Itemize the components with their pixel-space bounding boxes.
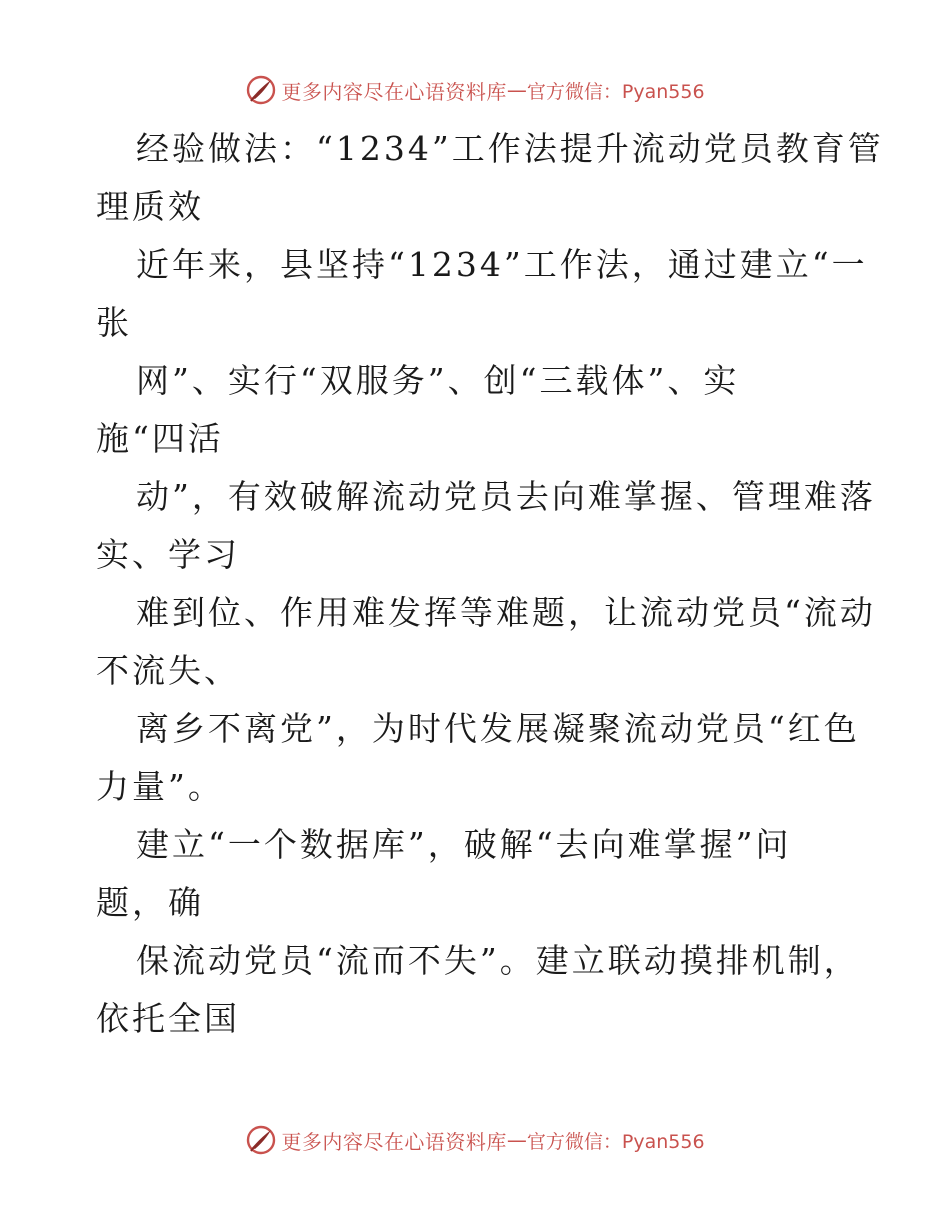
watermark-wechat: 官方微信：Pyan556 [526, 80, 705, 103]
watermark-separator: — [506, 1128, 527, 1152]
text-line: 保流动党员“流而不失”。建立联动摸排机制， [136, 941, 860, 980]
text-line: 建立“一个数据库”，破解“去向难掌握”问 [136, 825, 792, 864]
text-line: 张 [96, 303, 132, 342]
text-line: 理质效 [96, 187, 204, 226]
text-line: 题，确 [96, 883, 204, 922]
text-line: 近年来，县坚持“1234”工作法，通过建立“一 [136, 245, 868, 284]
text-line: 动”，有效破解流动党员去向难掌握、管理难落 [136, 477, 876, 516]
text-line: 依托全国 [96, 999, 240, 1038]
watermark-wechat: 官方微信：Pyan556 [526, 1130, 705, 1153]
text-line: 不流失、 [96, 651, 240, 690]
text-line: 经验做法：“1234”工作法提升流动党员教育管 [136, 129, 884, 168]
text-line: 离乡不离党”，为时代发展凝聚流动党员“红色 [136, 709, 860, 748]
document-body [96, 120, 884, 1048]
watermark-text: 更多内容尽在心语资料库 [281, 1129, 507, 1154]
header-watermark [0, 70, 950, 110]
text-line: 力量”。 [96, 767, 224, 806]
quill-logo-icon [245, 74, 277, 106]
watermark-text: 更多内容尽在心语资料库 [281, 79, 507, 104]
text-line: 难到位、作用难发挥等难题，让流动党员“流动 [136, 593, 876, 632]
watermark-separator: — [506, 78, 527, 102]
text-line: 实、学习 [96, 535, 240, 574]
text-line: 网”、实行“双服务”、创“三载体”、实 [136, 361, 740, 400]
text-line: 施“四活 [96, 419, 224, 458]
quill-logo-icon [245, 1124, 277, 1156]
footer-watermark [0, 1120, 950, 1160]
